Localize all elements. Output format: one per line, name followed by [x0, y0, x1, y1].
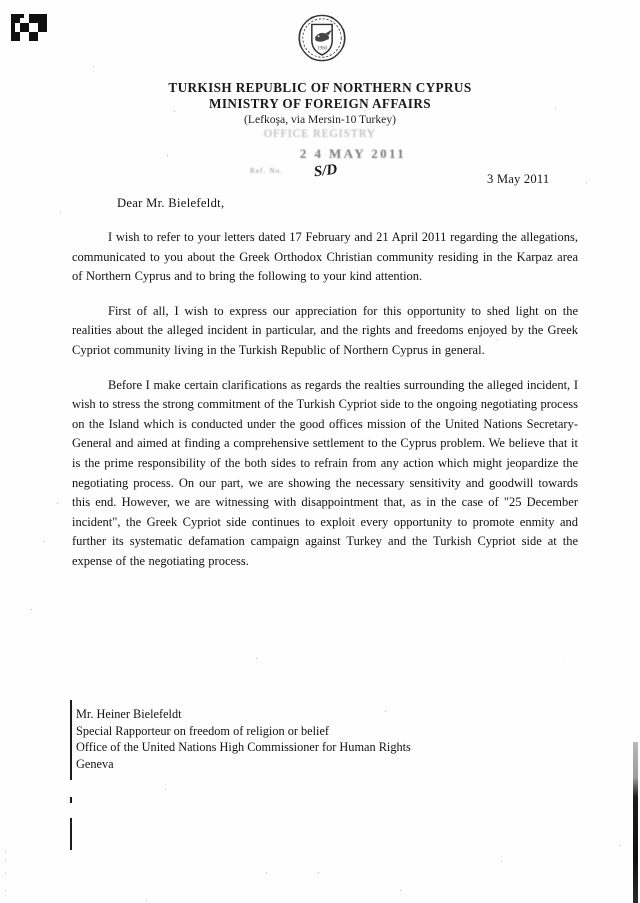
scan-edge-artifact [633, 742, 638, 903]
stamp-ref-label: Ref. No. [250, 167, 284, 175]
stamp-handwritten-annotation: S/D [313, 161, 339, 181]
scan-calibration-checkerboard [11, 14, 47, 42]
letter-date: 3 May 2011 [487, 172, 550, 186]
addressee-block [76, 706, 411, 772]
letter-body [72, 228, 578, 572]
paragraph-1: I wish to refer to your letters dated 17 February and 21 April 2011 regarding the allegations, communicated to you about the Greek Orthodox Christian community residing in the Karpaz area of Northern Cyprus and to bring the following to your kind attention. [72, 230, 578, 284]
letterhead [0, 80, 640, 142]
margin-pen-line-upper [70, 700, 72, 780]
letterhead-office-registry: OFFICE REGISTRY [263, 128, 377, 141]
addressee-title: Special Rapporteur on freedom of religion or belief [76, 723, 330, 738]
letterhead-ministry: MINISTRY OF FOREIGN AFFAIRS [209, 96, 431, 112]
registry-stamp-date: 2 4 MAY 2011 [299, 146, 407, 161]
registry-stamp [248, 146, 458, 203]
letterhead-address: (Lefkoşa, via Mersin-10 Turkey) [244, 113, 396, 127]
letterhead-country: TURKISH REPUBLIC OF NORTHERN CYPRUS [168, 80, 472, 95]
addressee-organization: Office of the United Nations High Commissioner for Human Rights [76, 740, 411, 755]
salutation: Dear Mr. Bielefeldt, [117, 196, 225, 210]
addressee-city: Geneva [76, 756, 114, 771]
paragraph-2: First of all, I wish to express our appreciation for this opportunity to shed light on the realities about the alleged incident in particular, and the rights and freedoms enjoyed by the Greek Cypriot community living in the Turkish Republic of Northern Cyprus in general. [72, 303, 578, 357]
registry-stamp-form-lines [248, 161, 458, 203]
coat-of-arms-emblem [293, 12, 351, 64]
paragraph-3: Before I make certain clarifications as regards the realties surrounding the alleged incident, I wish to stress the strong commitment of the Turkish Cypriot side to the ongoing negotiating process on the Island which is conducted under the good offices mission of the United Nations Secretary-General and aimed at finding a comprehensive settlement to the Cyprus problem. We believe that it is the prime responsibility of the both sides to refrain from any action which might jeopardize the negotiating process. On our part, we are showing the necessary sensitivity and goodwill towards this end. However, we are witnessing with disappointment that, as in the case of "25 December incident", the Greek Cypriot side continues to exploit every opportunity to promote enmity and further its systematic defamation campaign against Turkey and the Turkish Cypriot side at the expense of the negotiating process. [72, 377, 578, 568]
svg-text:1960: 1960 [316, 45, 328, 52]
addressee-name: Mr. Heiner Bielefeldt [76, 707, 182, 721]
margin-pen-line-middle [70, 797, 72, 803]
